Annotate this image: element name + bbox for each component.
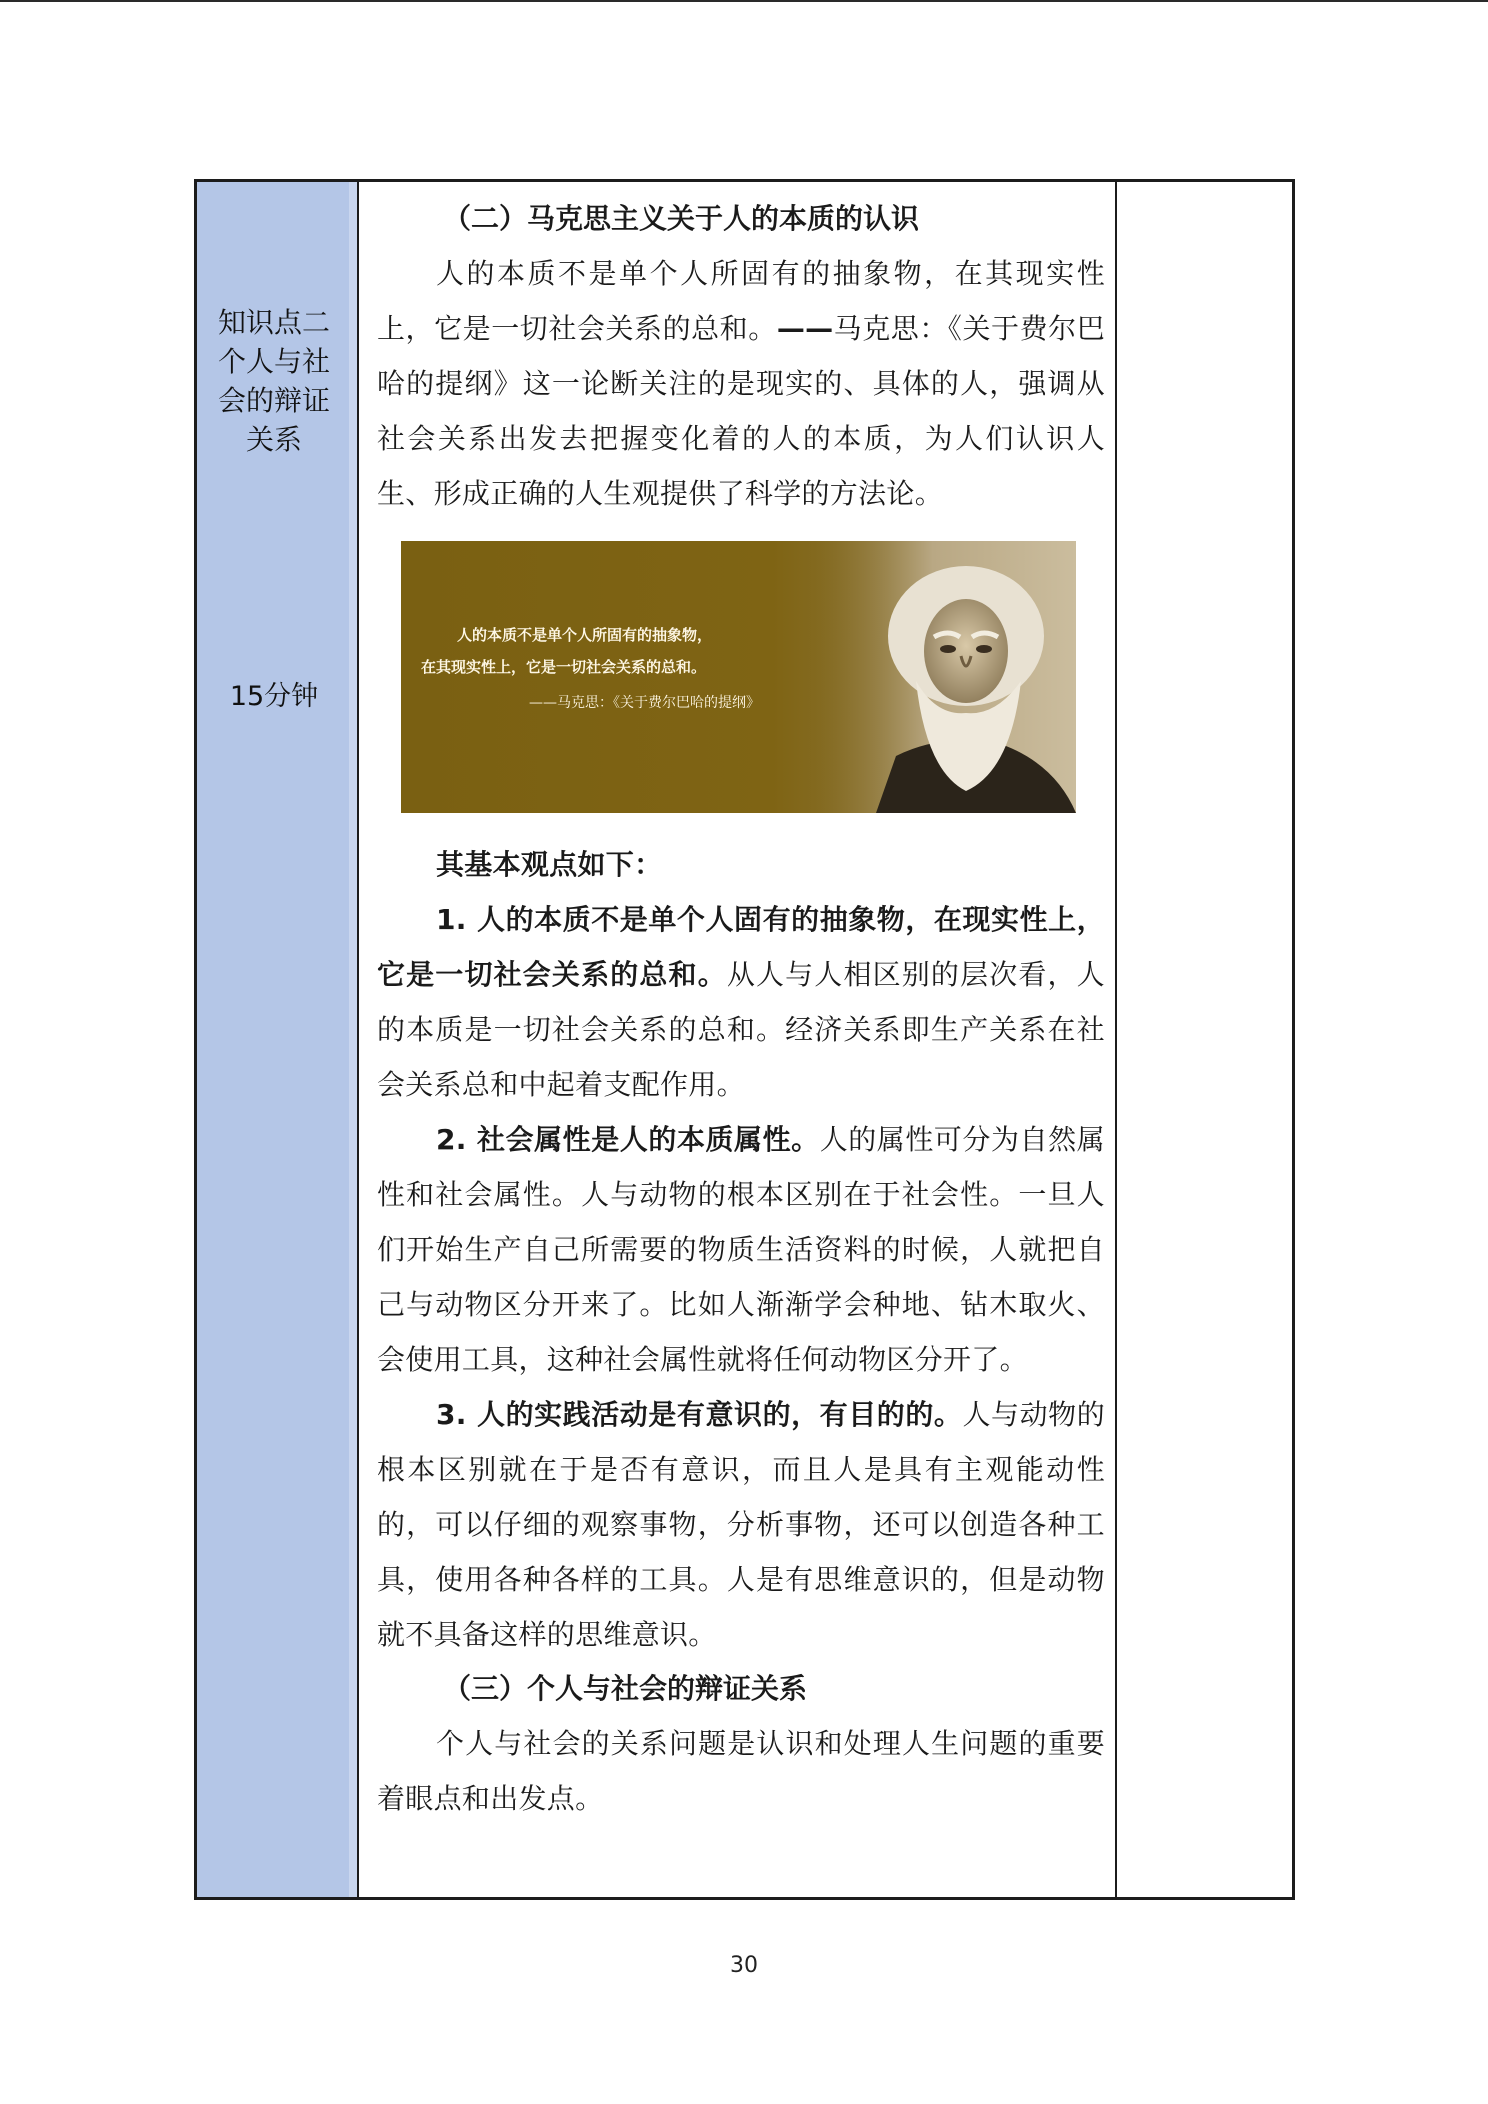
section-paragraph bbox=[377, 246, 1105, 521]
point-text: 从人与人相区别的层次看，人的本质是一切社会关系的总和。经济关系即生产关系在社会关系总和中起着支配作用。 bbox=[377, 958, 1105, 1101]
section-paragraph: 个人与社会的关系问题是认识和处理人生问题的重要着眼点和出发点。 bbox=[377, 1727, 1105, 1815]
paragraph-text: 马克思：《关于费尔巴哈的提纲》这一论断关注的是现实的、具体的人，强调从社会关系出发去把握变化着的人的本质，为人们认识人生、形成正确的人生观提供了科学的方法论。 bbox=[377, 312, 1105, 510]
page-number: 30 bbox=[730, 1953, 758, 1978]
paragraph-text: 人的本质不是单个人所固有的抽象物，在其现实性上，它是一切社会关系的总和。 bbox=[377, 257, 1105, 345]
image-quote-line: 在其现实性上，它是一切社会关系的总和。 bbox=[421, 658, 707, 676]
topic-title bbox=[197, 303, 351, 459]
section-heading: （二）马克思主义关于人的本质的认识 bbox=[443, 202, 920, 235]
point-paragraph bbox=[377, 1112, 1105, 1387]
point-title: 3. 人的实践活动是有意识的，有目的的。 bbox=[436, 1398, 963, 1431]
point-paragraph bbox=[377, 892, 1105, 1112]
lesson-table bbox=[194, 179, 1295, 1900]
image-quote-line: 人的本质不是单个人所固有的抽象物， bbox=[457, 626, 713, 644]
points-intro: 其基本观点如下： bbox=[436, 848, 663, 881]
lesson-content bbox=[377, 192, 1105, 1826]
point-paragraph bbox=[377, 1387, 1105, 1662]
topic-title-line: 知识点二 bbox=[217, 306, 330, 339]
topic-title-line: 会的辩证 bbox=[217, 384, 330, 417]
point-text: 人的属性可分为自然属性和社会属性。人与动物的根本区别在于社会性。一旦人们开始生产自己所需要的物质生活资料的时候，人就把自己与动物区分开来了。比如人渐渐学会种地、钻木取火、会使用工具，这种社会属性就将任何动物区分开了。 bbox=[377, 1123, 1105, 1376]
topic-duration: 15分钟 bbox=[229, 681, 319, 712]
marx-quote-image bbox=[401, 541, 1076, 813]
top-border-line bbox=[0, 0, 1488, 2]
right-column-divider bbox=[1115, 182, 1117, 1897]
em-dash: —— bbox=[776, 312, 834, 345]
topic-title-line: 个人与社 bbox=[217, 345, 330, 378]
point-title: 2. 社会属性是人的本质属性。 bbox=[436, 1123, 820, 1156]
marx-portrait bbox=[816, 541, 1076, 813]
image-quote-attribution: ——马克思：《关于费尔巴哈的提纲》 bbox=[529, 695, 760, 711]
point-title: 1. 人的本质不是单个人固有的抽象物，在现实性上，它是一切社会关系的总和。 bbox=[377, 903, 1105, 991]
topic-column bbox=[197, 182, 359, 1897]
topic-title-line: 关系 bbox=[245, 423, 302, 456]
point-text: 人与动物的根本区别就在于是否有意识，而且人是具有主观能动性的，可以仔细的观察事物，分析事物，还可以创造各种工具，使用各种各样的工具。人是有思维意识的，但是动物就不具备这样的思维意识。 bbox=[377, 1398, 1105, 1651]
section-heading: （三）个人与社会的辩证关系 bbox=[443, 1672, 808, 1705]
